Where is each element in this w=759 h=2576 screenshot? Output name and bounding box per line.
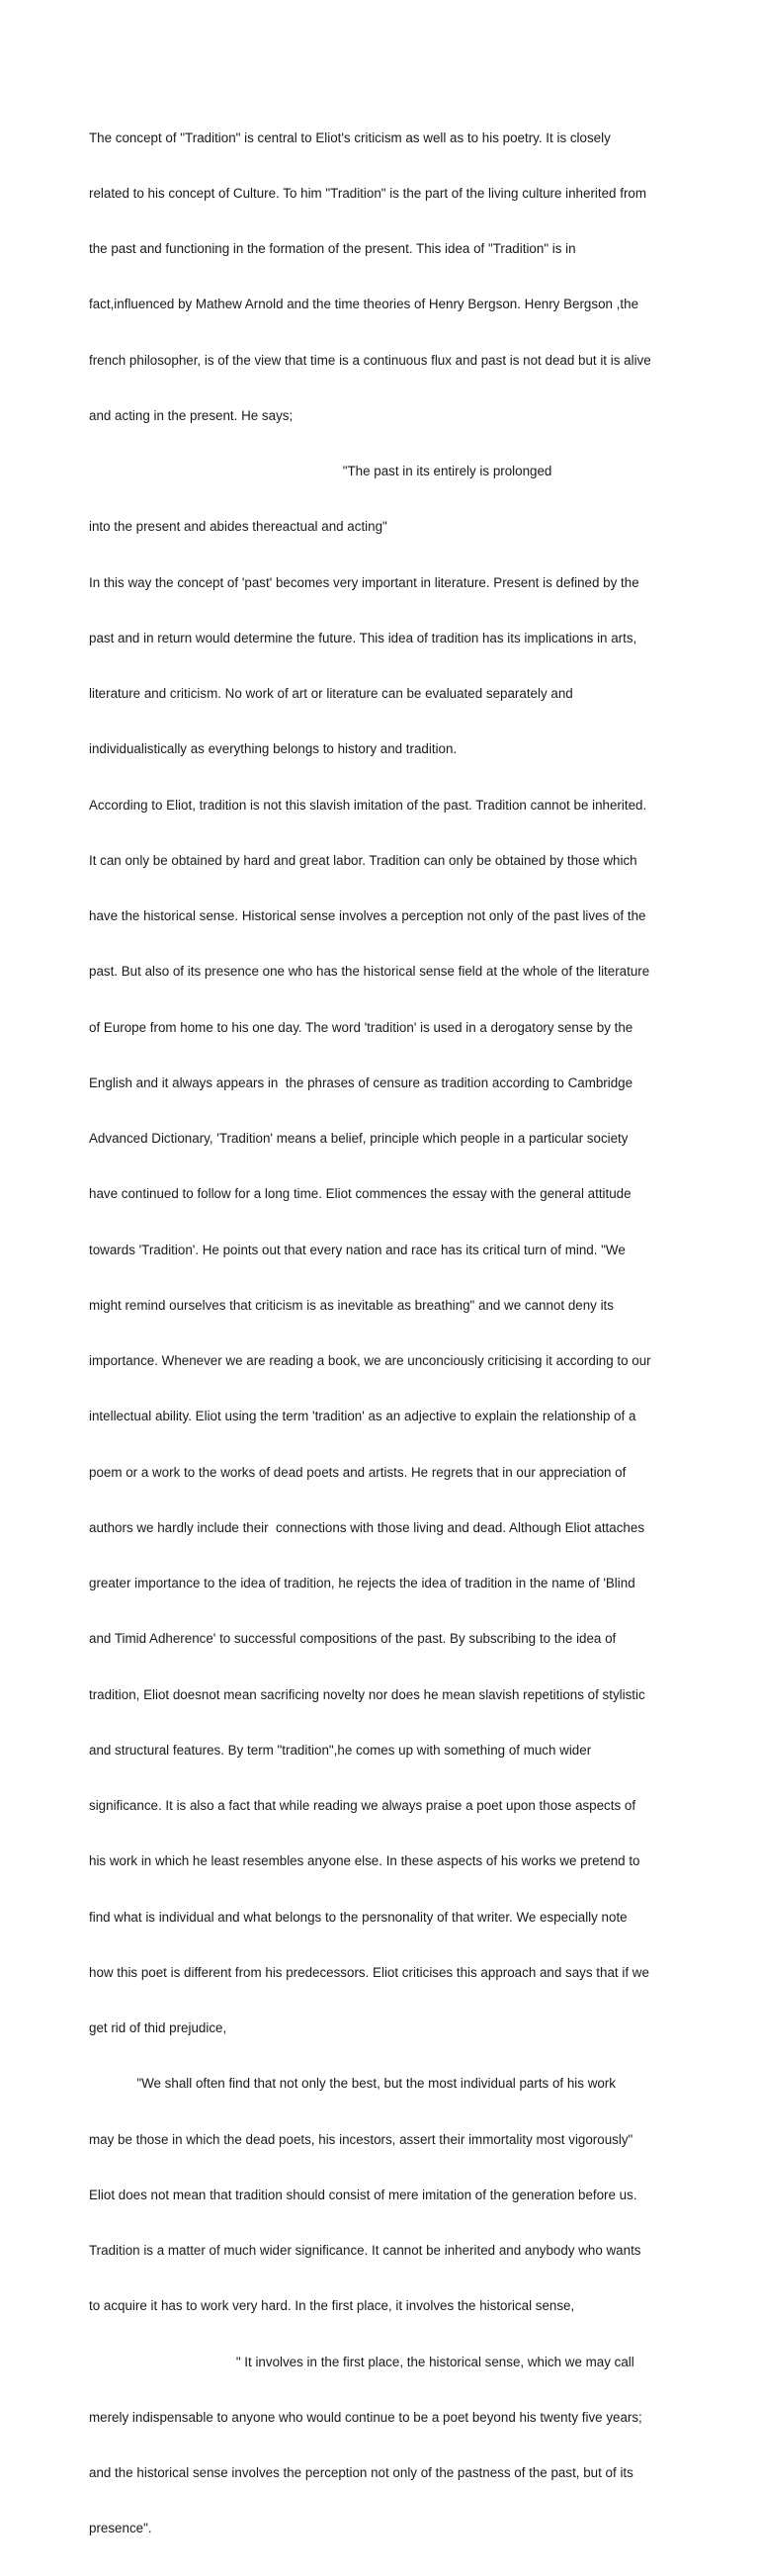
text-line: authors we hardly include their connections with those living and dead. Although Eliot attaches (89, 1519, 645, 1535)
text-line: significance. It is also a fact that while reading we always praise a poet upon those aspects of (89, 1798, 636, 1813)
text-line: The concept of "Tradition" is central to Eliot's criticism as well as to his poetry. It is closely (89, 129, 611, 145)
quote-line: and the historical sense involves the perception not only of the pastness of the past, but of its (89, 2465, 633, 2480)
text-line: to acquire it has to work very hard. In the first place, it involves the historical sense, (89, 2298, 575, 2314)
text-line: According to Eliot, tradition is not this slavish imitation of the past. Tradition cannot be inherited. (89, 797, 647, 813)
text-line: Eliot does not mean that tradition should consist of mere imitation of the generation before us. (89, 2187, 637, 2202)
text-line: and structural features. By term "tradition",he comes up with something of much wider (89, 1742, 592, 1758)
text-line: fact,influenced by Mathew Arnold and the time theories of Henry Bergson. Henry Bergson ,the (89, 297, 639, 312)
quote-line: merely indispensable to anyone who would continue to be a poet beyond his twenty five years; (89, 2409, 642, 2425)
text-line: towards 'Tradition'. He points out that every nation and race has its critical turn of mind. "We (89, 1242, 626, 1257)
quote-line: into the present and abides thereactual and acting" (89, 519, 387, 535)
text-line: intellectual ability. Eliot using the term 'tradition' as an adjective to explain the relationship of a (89, 1409, 636, 1424)
text-line: poem or a work to the works of dead poets and artists. He regrets that in our appreciation of (89, 1464, 627, 1480)
text-line: It can only be obtained by hard and great labor. Tradition can only be obtained by those which (89, 852, 637, 868)
text-line: related to his concept of Culture. To him "Tradition" is the part of the living culture inherited from (89, 185, 647, 201)
text-line: In this way the concept of 'past' becomes very important in literature. Present is defined by the (89, 574, 639, 590)
text-line: English and it always appears in the phrases of censure as tradition according to Cambridge (89, 1074, 633, 1090)
quote-line: " It involves in the first place, the historical sense, which we may call (89, 2354, 634, 2369)
text-line: Advanced Dictionary, 'Tradition' means a belief, principle which people in a particular society (89, 1131, 629, 1146)
text-line: how this poet is different from his predecessors. Eliot criticises this approach and says that if we (89, 1964, 649, 1980)
text-line: the past and functioning in the formation of the present. This idea of "Tradition" is in (89, 241, 576, 256)
quote-line: "The past in its entirely is prolonged (89, 464, 552, 478)
text-line: past and in return would determine the future. This idea of tradition has its implications in arts, (89, 630, 637, 645)
text-line: have continued to follow for a long time. Eliot commences the essay with the general attitude (89, 1186, 632, 1202)
text-line: have the historical sense. Historical sense involves a perception not only of the past lives of the (89, 908, 646, 923)
text-line: of Europe from home to his one day. The word 'tradition' is used in a derogatory sense by the (89, 1019, 633, 1035)
quote-line: may be those in which the dead poets, his incestors, assert their immortality most vigorously" (89, 2131, 633, 2147)
essay-text (89, 92, 672, 2576)
text-line: might remind ourselves that criticism is as inevitable as breathing" and we cannot deny its (89, 1297, 614, 1313)
text-line: individualistically as everything belongs to history and tradition. (89, 741, 458, 757)
text-line: literature and criticism. No work of art or literature can be evaluated separately and (89, 686, 573, 701)
text-line: his work in which he least resembles anyone else. In these aspects of his works we pretend to (89, 1853, 640, 1869)
text-line: importance. Whenever we are reading a book, we are unconciously criticising it according to our (89, 1353, 651, 1368)
text-line: tradition, Eliot doesnot mean sacrificing novelty nor does he mean slavish repetitions of stylistic (89, 1686, 645, 1702)
text-line: french philosopher, is of the view that time is a continuous flux and past is not dead but it is alive (89, 352, 651, 368)
text-line: Tradition is a matter of much wider significance. It cannot be inherited and anybody who wants (89, 2243, 641, 2258)
quote-line: presence". (89, 2521, 152, 2536)
quote-line: "We shall often find that not only the best, but the most individual parts of his work (89, 2076, 616, 2092)
text-line: get rid of thid prejudice, (89, 2020, 227, 2035)
text-line: greater importance to the idea of tradition, he rejects the idea of tradition in the name of 'Blind (89, 1576, 635, 1590)
text-line: and acting in the present. He says; (89, 407, 294, 423)
text-line: find what is individual and what belongs to the persnonality of that writer. We especially note (89, 1909, 628, 1925)
text-line: past. But also of its presence one who has the historical sense field at the whole of the literature (89, 964, 650, 980)
text-line: and Timid Adherence' to successful compositions of the past. By subscribing to the idea of (89, 1631, 617, 1647)
